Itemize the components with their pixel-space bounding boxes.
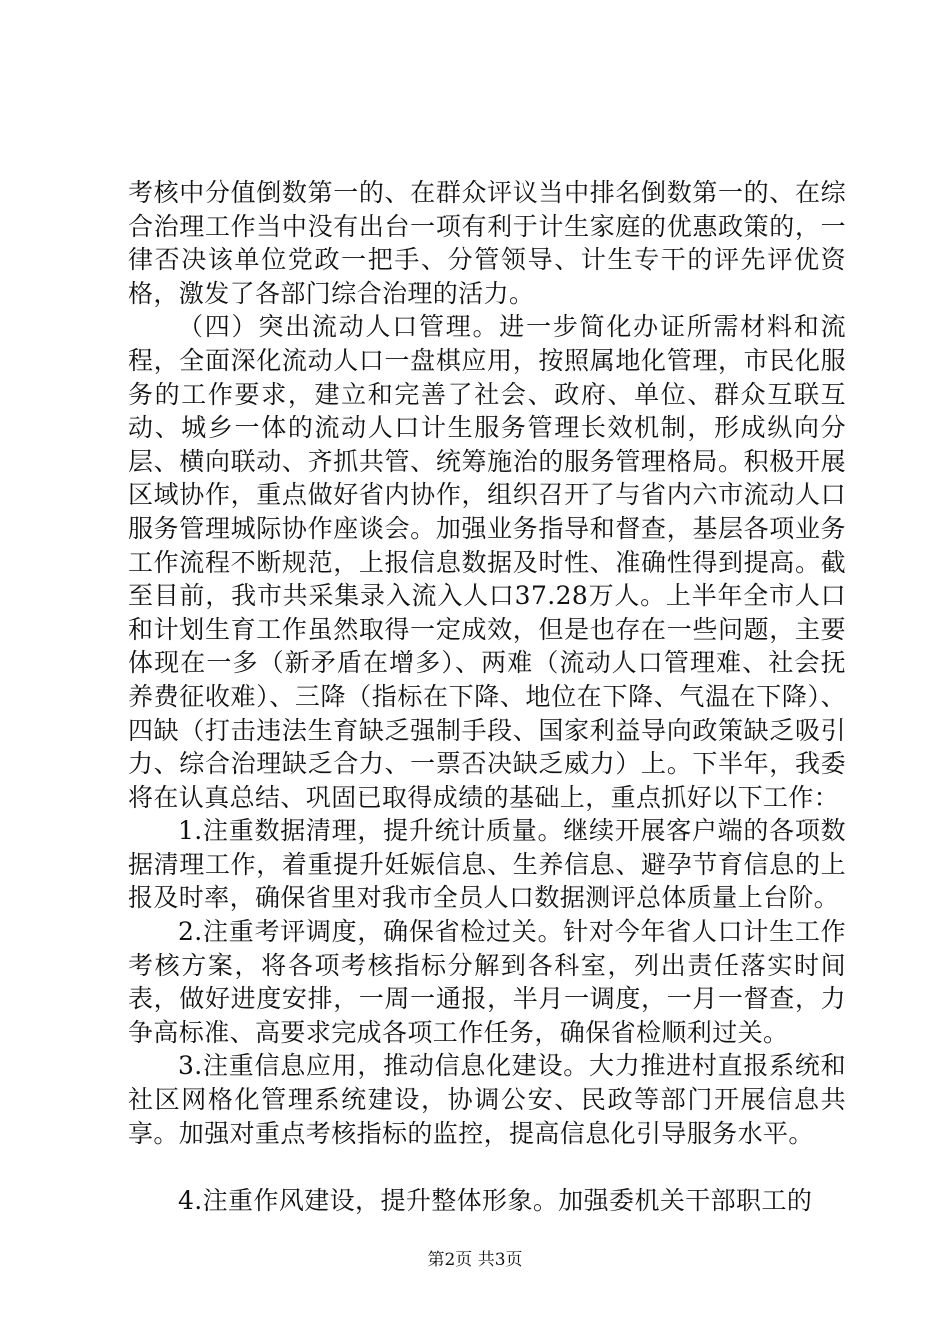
paragraph-6: 4.注重作风建设，提升整体形象。加强委机关干部职工的 bbox=[178, 1186, 813, 1216]
paragraph-1: 考核中分值倒数第一的、在群众评议当中排名倒数第一的、在综合治理工作当中没有出台一项有利于计生家庭的优惠政策的，一律否决该单位党政一把手、分管领导、计生专干的评先评优资格，激发了各部门综合治理的活力。 bbox=[128, 178, 846, 308]
paragraph-5: 3.注重信息应用，推动信息化建设。大力推进村直报系统和社区网格化管理系统建设，协调公安、民政等部门开展信息共享。加强对重点考核指标的监控，提高信息化引导服务水平。 bbox=[128, 1051, 846, 1148]
paragraph-gap bbox=[128, 1150, 846, 1184]
page-number-footer: 第2页 共3页 bbox=[427, 1250, 523, 1270]
paragraph-2: （四）突出流动人口管理。进一步简化办证所需材料和流程，全面深化流动人口一盘棋应用，按照属地化管理，市民化服务的工作要求，建立和完善了社会、政府、单位、群众互联互动、城乡一体的流动人口计生服务管理长效机制，形成纵向分层、横向联动、齐抓共管、统筹施治的服务管理格局。积极开展区域协作，重点做好省内协作，组织召开了与省内六市流动人口服务管理城际协作座谈会。加强业务指导和督查，基层各项业务工作流程不断规范，上报信息数据及时性、准确性得到提高。截至目前，我市共采集录入流入人口37.28万人。上半年全市人口和计划生育工作虽然取得一定成效，但是也存在一些问题，主要体现在一多（新矛盾在增多）、两难（流动人口管理难、社会抚养费征收难）、三降（指标在下降、地位在下降、气温在下降）、四缺（打击违法生育缺乏强制手段、国家利益导向政策缺乏吸引力、综合治理缺乏合力、一票否决缺乏威力）上。下半年，我委将在认真总结、巩固已取得成绩的基础上，重点抓好以下工作： bbox=[128, 312, 846, 812]
paragraph-4: 2.注重考评调度，确保省检过关。针对今年省人口计生工作考核方案，将各项考核指标分解到各科室，列出责任落实时间表，做好进度安排，一周一通报，半月一调度，一月一督查，力争高标准、高要求完成各项工作任务，确保省检顺利过关。 bbox=[128, 917, 846, 1047]
paragraph-3: 1.注重数据清理，提升统计质量。继续开展客户端的各项数据清理工作，着重提升妊娠信息、生养信息、避孕节育信息的上报及时率，确保省里对我市全员人口数据测评总体质量上台阶。 bbox=[128, 816, 846, 913]
body-text bbox=[128, 176, 846, 1218]
